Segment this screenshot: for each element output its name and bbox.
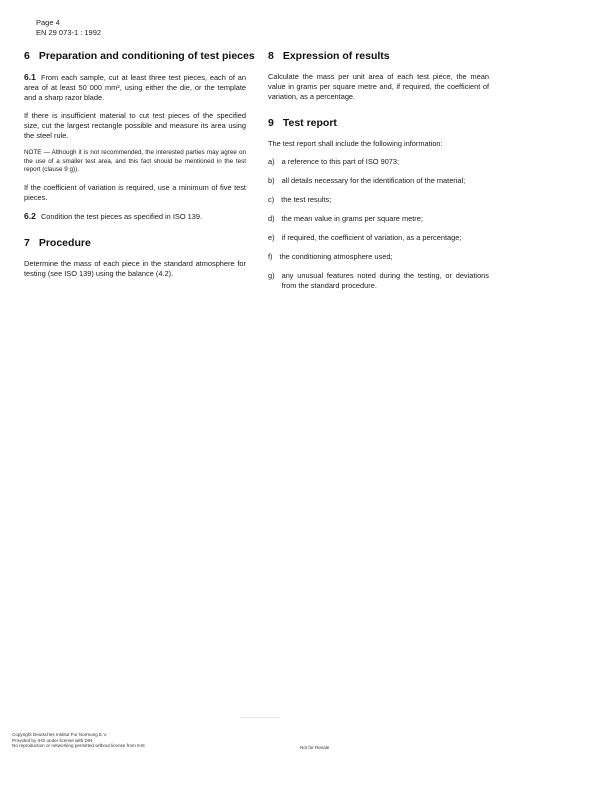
section-6-title: Preparation and conditioning of test pieces — [38, 50, 255, 62]
clause-6-2-text: Condition the test pieces as specified in ISO 139. — [40, 211, 202, 221]
list-item — [268, 271, 489, 291]
clause-6-1 — [24, 72, 246, 103]
note-paragraph: NOTE — Although it is not recommended, the interested parties may agree on the use of a smaller test area, and this fact should be mentioned in the test report (clause 9 g)). — [24, 149, 246, 174]
insufficient-material-paragraph: If there is insufficient material to cut test pieces of the specified size, cut the largest rectangle possible and measure its area using the steel rule. — [24, 111, 246, 140]
left-column — [24, 50, 255, 287]
coefficient-paragraph: If the coefficient of variation is required, use a minimum of five test pieces. — [24, 182, 246, 202]
list-item — [268, 195, 489, 205]
list-item — [268, 252, 489, 262]
clause-6-1-text: From each sample, cut at least three test pieces, each of an area of at least 50 000 mm², using either the die, or the template and a sharp razor blade. — [24, 73, 246, 102]
list-item — [268, 176, 489, 186]
report-intro: The test report shall include the following information: — [268, 139, 443, 148]
section-6-heading — [24, 50, 255, 63]
list-item — [268, 157, 489, 167]
list-item-letter: d) — [268, 214, 275, 223]
list-item-text: all details necessary for the identification of the material; — [281, 176, 466, 185]
list-item-letter: g) — [268, 271, 275, 280]
section-8-heading — [268, 50, 489, 63]
list-item-letter: c) — [268, 195, 275, 204]
section-9-title: Test report — [282, 117, 337, 129]
section-8-title: Expression of results — [282, 50, 390, 62]
clause-6-2-number: 6.2 — [24, 210, 36, 221]
standard-number: EN 29 073-1 : 1992 — [36, 27, 102, 37]
list-item-text: the test results; — [281, 195, 332, 204]
list-item-letter: e) — [268, 233, 275, 242]
list-item-text: a reference to this part of ISO 9073; — [281, 157, 400, 166]
section-9-heading — [268, 117, 489, 130]
scan-artifact — [240, 717, 280, 718]
section-6-number: 6 — [24, 50, 30, 62]
list-item-text: the conditioning atmosphere used; — [279, 252, 393, 261]
copyright-line-2: Provided by IHS under license with DIN — [12, 737, 93, 743]
copyright-footer — [12, 732, 145, 749]
section-7-number: 7 — [24, 236, 30, 249]
section-8-number: 8 — [268, 50, 274, 62]
section-7-heading — [24, 237, 246, 250]
resale-notice: Not for Resale — [300, 745, 330, 750]
list-item-letter: f) — [268, 252, 273, 261]
copyright-line-1: Copyright Deutsches Institut Fur Normung E.V. — [12, 732, 108, 737]
report-items-list — [268, 157, 489, 291]
list-item-letter: a) — [268, 157, 275, 166]
results-paragraph: Calculate the mass per unit area of each test piece, the mean value in grams per square metre and, if required, the coefficient of variation, as a percentage. — [268, 72, 489, 101]
section-9-number: 9 — [268, 117, 274, 129]
right-column — [268, 50, 489, 300]
section-7-title: Procedure — [38, 236, 91, 249]
list-item-letter: b) — [268, 176, 275, 185]
page-number: Page 4 — [36, 18, 60, 27]
clause-6-1-number: 6.1 — [24, 72, 36, 82]
page-header — [36, 18, 101, 37]
list-item-text: the mean value in grams per square metre; — [281, 214, 423, 223]
procedure-paragraph: Determine the mass of each piece in the standard atmosphere for testing (see ISO 139) using the balance (4.2). — [24, 258, 246, 278]
list-item-text: if required, the coefficient of variation, as a percentage; — [281, 233, 462, 242]
list-item-text: any unusual features noted during the testing, or deviations from the standard procedure. — [281, 271, 489, 290]
list-item — [268, 214, 489, 224]
clause-6-2 — [24, 211, 246, 222]
copyright-line-3: No reproduction or networking permitted without license from IHS — [12, 743, 145, 749]
list-item — [268, 233, 489, 243]
